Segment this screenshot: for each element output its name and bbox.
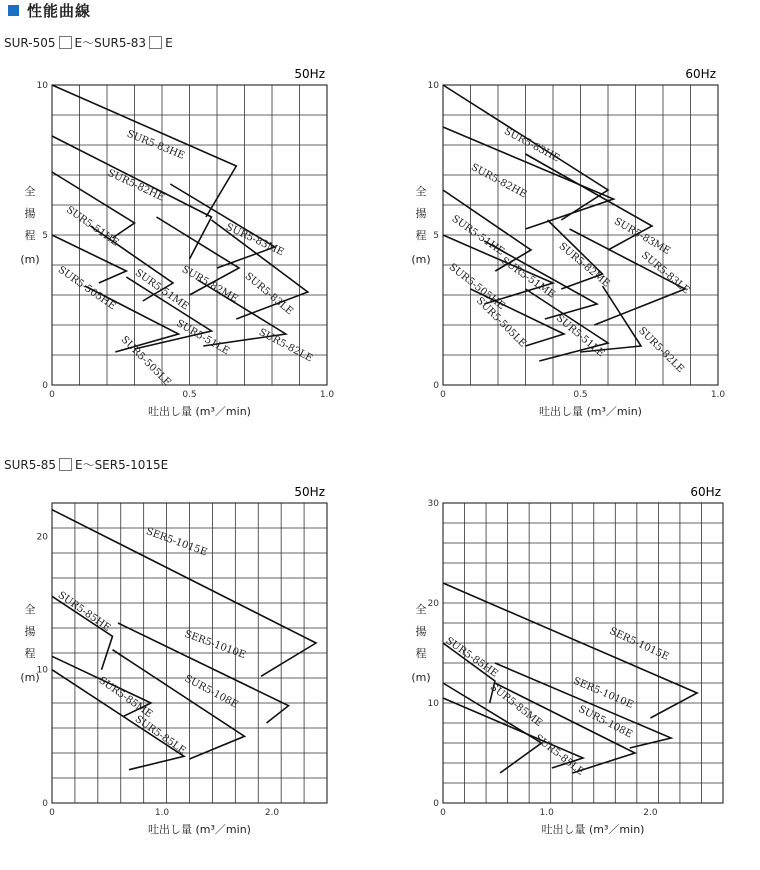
y-axis-label: 揚 [415,625,427,638]
series-label: SUR5-83ME [223,221,286,259]
x-tick-label: 2.0 [264,808,280,818]
x-tick-label: 1.0 [539,808,554,818]
series-label: SUR5-108E [182,673,240,711]
model-placeholder-box-icon [149,36,162,49]
page-title: 性能曲線 [27,2,92,20]
y-tick-label: 30 [427,499,439,509]
y-axis-label: 程 [415,229,427,242]
frequency-label: 50Hz [294,485,325,499]
series-label: SUR5-51HE [449,213,507,258]
x-tick-label: 2.0 [643,808,658,818]
y-axis-label: 全 [415,185,427,198]
series-label: SUR5-85HE [55,589,113,634]
y-axis-label: 揚 [415,207,427,220]
series-label: SUR5-83HE [502,125,562,165]
series-line [443,681,545,773]
y-tick-label: 0 [42,381,48,391]
y-tick-label: 10 [36,665,48,676]
x-axis-label: 吐出し量 (m³／min) [541,823,645,836]
series-label: SUR5-51ME [132,267,191,313]
series-label: SUR5-85LE [532,732,586,778]
y-axis-label: 程 [24,229,36,242]
series-label: SUR5-51LE [553,312,607,360]
x-axis-label: 吐出し量 (m³／min) [148,823,251,836]
section-1-middle: E～SUR5-83 [74,36,147,50]
y-tick-label: 20 [36,532,48,543]
section-1-prefix: SUR-505 [4,35,56,50]
x-tick-label: 0 [440,390,446,400]
model-placeholder-box-icon [59,36,72,49]
y-axis-label: 全 [415,603,427,616]
section-label-2 [4,456,168,473]
y-tick-label: 10 [427,699,439,709]
y-tick-label: 20 [427,599,439,609]
series-label: SUR5-82LE [636,325,686,375]
series-label: SER5-1015E [144,526,209,559]
y-axis-label: (m) [411,253,431,266]
x-tick-label: 0.5 [182,390,197,400]
y-axis-label: 揚 [24,625,36,638]
series-label: SUR5-82LE [256,326,315,365]
performance-chart-60hz-a [388,60,760,440]
frequency-label: 60Hz [685,67,716,81]
y-axis-label: 全 [24,185,36,198]
page-header [8,0,91,21]
y-axis-label: 程 [415,647,427,660]
series-label: SUR5-85ME [96,675,155,721]
performance-chart-50hz-a [0,60,380,440]
y-axis-label: 全 [24,603,36,616]
series-label: SUR5-85LE [132,713,188,757]
y-axis-label: 程 [24,647,36,660]
frequency-label: 50Hz [294,67,325,81]
x-axis-label: 吐出し量 (m³／min) [148,405,251,418]
series-line [52,136,212,259]
series-label: SUR5-505HE [55,264,118,313]
series-label: SUR5-85ME [487,681,545,730]
x-tick-label: 1.0 [319,390,335,400]
series-label: SUR5-83ME [612,216,672,258]
section-label-1 [4,34,173,51]
series-label: SUR5-82HE [469,161,529,201]
performance-chart-60hz-b [388,478,760,858]
series-label: SER5-1015E [607,625,671,663]
y-axis-label: (m) [20,671,40,684]
series-line [52,510,316,677]
model-placeholder-box-icon [59,458,72,471]
y-tick-label: 0 [433,381,439,391]
series-label: SUR5-83HE [125,128,187,162]
series-label: SUR5-82HE [105,167,166,204]
section-1-suffix: E [165,35,173,50]
x-tick-label: 1.0 [710,390,726,400]
performance-chart-50hz-b [0,478,380,858]
y-axis-label: (m) [20,253,40,266]
frequency-label: 60Hz [690,485,721,499]
series-label: SUR5-505HE [446,261,507,313]
y-tick-label: 0 [42,799,48,809]
series-label: SER5-1010E [571,675,635,711]
series-label: SUR5-51HE [64,204,121,249]
y-tick-label: 0 [433,799,439,809]
series-label: SUR5-51ME [499,255,557,301]
series-label: SUR5-108E [576,703,634,741]
section-2-middle: E～SER5-1015E [74,458,169,472]
series-label: SUR5-505LE [473,295,529,350]
series-label: SUR5-82ME [556,240,612,290]
series-label: SUR5-83LE [242,270,296,318]
series-label: SUR5-51LE [174,318,232,358]
x-axis-label: 吐出し量 (m³／min) [539,405,642,418]
y-tick-label: 10 [427,81,439,91]
series-label: SUR5-85HE [443,635,500,680]
x-tick-label: 0 [49,390,55,400]
series-label: SUR5-83LE [639,249,692,297]
series-label: SER5-1010E [182,628,248,662]
x-tick-label: 0 [440,808,446,818]
y-axis-label: 揚 [24,207,36,220]
section-2-prefix: SUR5-85 [4,457,56,472]
title-marker-icon [8,5,19,16]
x-tick-label: 0 [49,808,55,818]
x-tick-label: 1.0 [154,808,170,818]
x-tick-label: 0.5 [573,390,588,400]
y-tick-label: 10 [36,81,48,91]
y-axis-label: (m) [411,671,431,684]
series-label: SUR5-505LE [118,334,173,389]
y-tick-label: 5 [42,231,48,241]
y-tick-label: 5 [433,231,439,241]
series-label: SUR5-82ME [179,264,240,306]
